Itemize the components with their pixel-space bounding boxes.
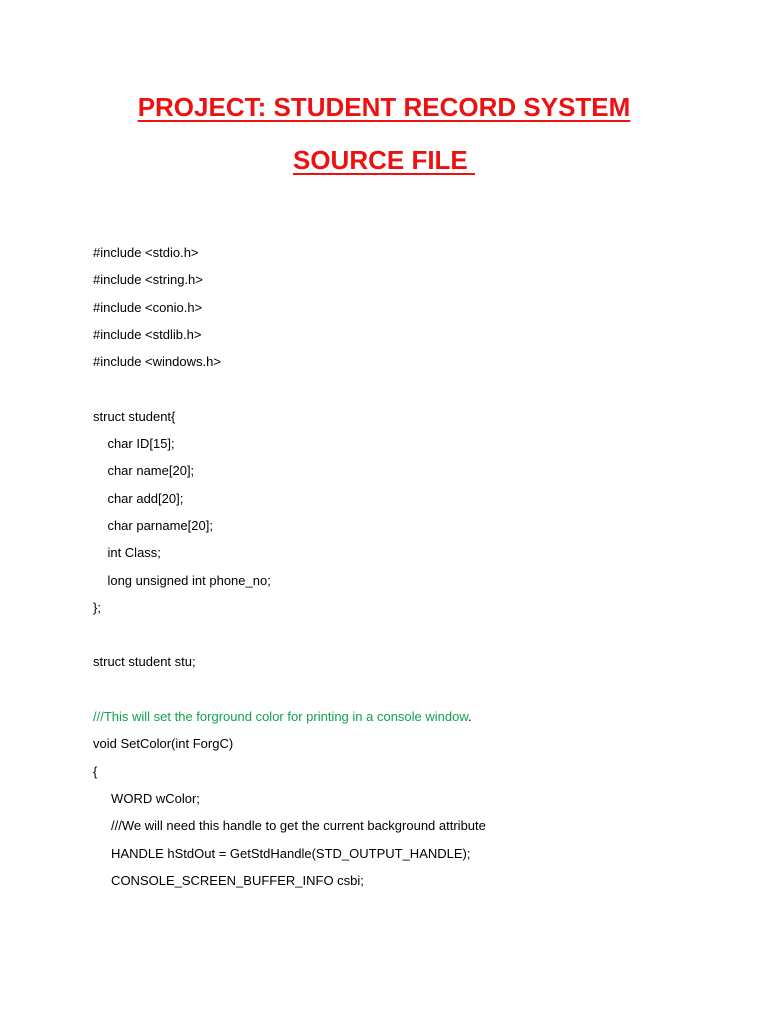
- code-line: int Class;: [93, 545, 161, 561]
- blank-line: [93, 625, 733, 652]
- blank-line: [93, 680, 733, 707]
- code-line: };: [93, 599, 101, 615]
- code-line: #include <windows.h>: [93, 354, 221, 370]
- code-line: #include <stdio.h>: [93, 245, 199, 260]
- source-code-block: [93, 243, 733, 898]
- code-line: void SetColor(int ForgC): [93, 736, 234, 752]
- code-line: ///We will need this handle to get the current background attribute: [93, 818, 486, 834]
- code-line: #include <conio.h>: [93, 299, 203, 315]
- code-line: char add[20];: [93, 490, 184, 506]
- code-line: HANDLE hStdOut = GetStdHandle(STD_OUTPUT_HANDLE);: [93, 845, 471, 861]
- code-line: struct student stu;: [93, 654, 196, 670]
- comment-period: .: [468, 709, 472, 725]
- code-line: struct student{: [93, 408, 176, 424]
- code-line: char name[20];: [93, 463, 195, 479]
- comment-line: [93, 707, 733, 734]
- code-line: long unsigned int phone_no;: [93, 572, 271, 588]
- comment-text: ///This will set the forground color for printing in a console window: [93, 709, 469, 725]
- code-line: {: [93, 763, 98, 779]
- code-line: char ID[15];: [93, 436, 175, 452]
- source-file-heading: SOURCE FILE: [292, 145, 475, 175]
- code-line: #include <stdlib.h>: [93, 326, 202, 342]
- code-line: #include <string.h>: [93, 272, 203, 288]
- project-title: PROJECT: STUDENT RECORD SYSTEM: [137, 92, 631, 122]
- code-line: CONSOLE_SCREEN_BUFFER_INFO csbi;: [93, 872, 364, 888]
- code-line: char parname[20];: [93, 517, 213, 533]
- code-line: WORD wColor;: [93, 790, 200, 806]
- blank-line: [93, 379, 733, 406]
